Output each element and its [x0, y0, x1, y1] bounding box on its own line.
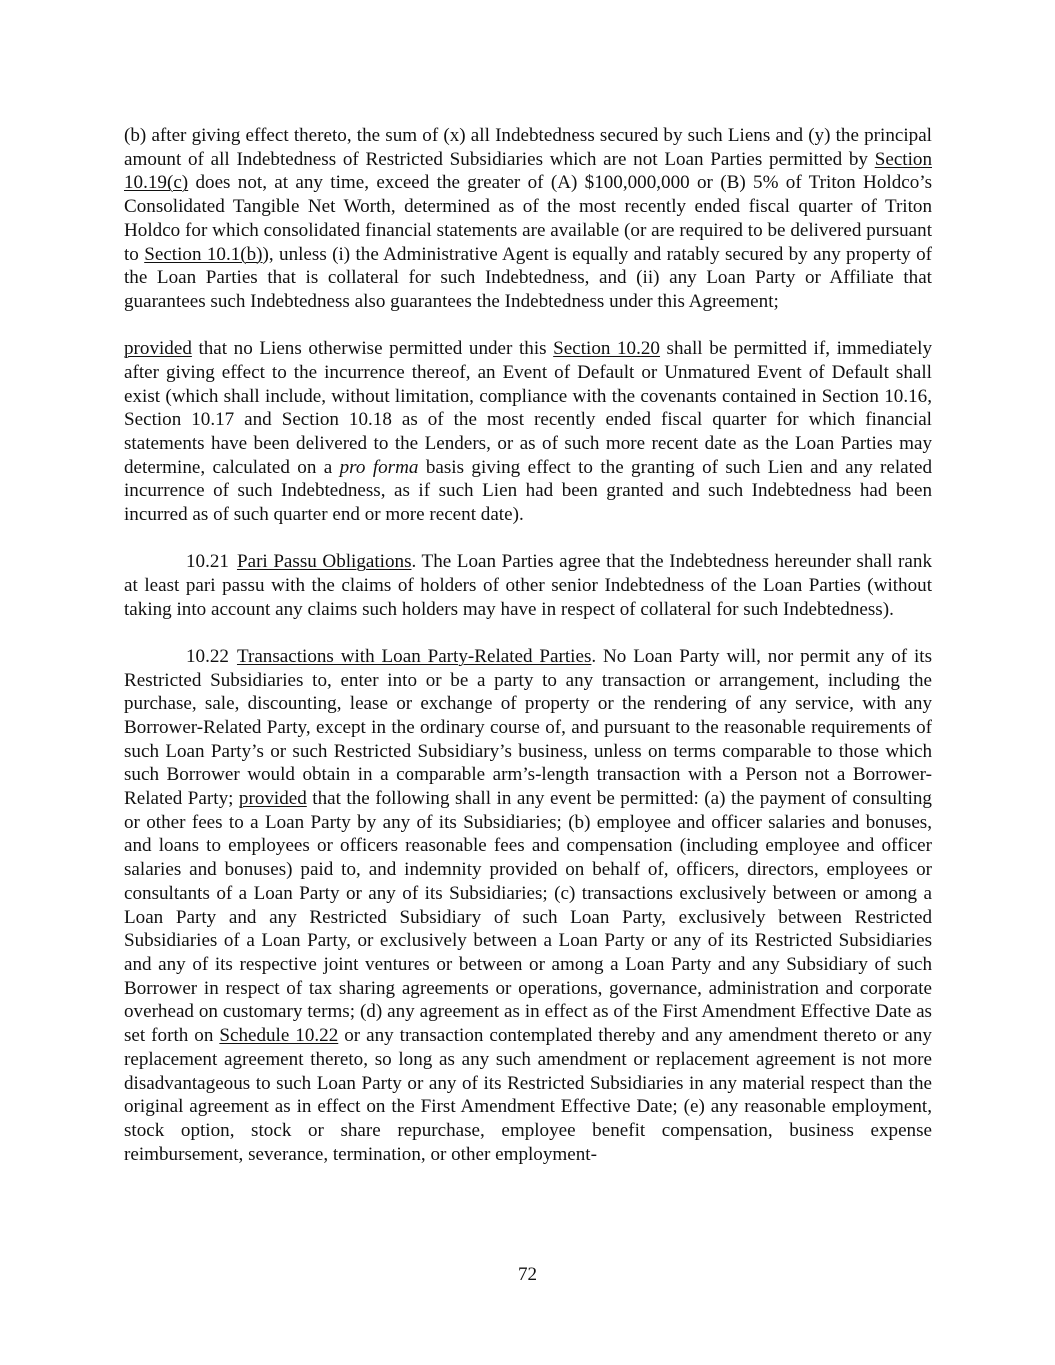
- paragraph-proviso: [124, 337, 932, 527]
- section-number: 10.22: [186, 645, 229, 667]
- text: basis giving effect to the granting of such Lien and any related incurrence of such Indebtedness, as if such Lien had been granted and such Indebtedness had been incurred as of such quarter end or more recent date).: [124, 456, 932, 526]
- schedule-reference: Schedule 10.22: [219, 1025, 339, 1047]
- text: ), unless (i) the Administrative Agent is equally and ratably secured by any property of the Loan Parties that is collateral for such Indebtedness, and (ii) any Loan Party or Affiliate that guarantees such Indebtedness also guarantees the Indebtedness under this Agreement;: [124, 243, 932, 312]
- provided-term: provided: [238, 788, 307, 810]
- provided-term: provided: [124, 338, 192, 360]
- text: or any transaction contemplated thereby and any amendment thereto or any replacement agreement thereto, so long as any such amendment or replacement agreement is not more disadvantageous to such Loan Party or any of its Restricted Subsidiaries in any material respect than the original agreement as in effect on the First Amendment Effective Date; (e) any reasonable employment, stock option, stock or share repurchase, employee benefit compensation, business expense reimbursement, severance, termination, or other employment-: [124, 1025, 932, 1165]
- page-number: 72: [517, 1264, 538, 1285]
- section-10-22: [124, 645, 932, 1166]
- section-reference: Section 10.20: [553, 338, 660, 360]
- section-heading: Pari Passu Obligations: [236, 551, 412, 573]
- section-number: 10.21: [186, 551, 229, 573]
- text: that the following shall in any event be permitted: (a) the payment of consulting or other fees to a Loan Party by any of its Subsidiaries; (b) employee and officer salaries and bonuses, and loans to employees or officers reasonable fees and compensation (including employee and officer salaries and bonuses) paid to, and indemnity provided on behalf of, officers, directors, employees or consultants of a Loan Party or any of its Subsidiaries; (c) transactions exclusively between or among a Loan Party and any Restricted Subsidiary of such Loan Party, exclusively between Restricted Subsidiaries of a Loan Party, or exclusively between a Loan Party or any of its Restricted Subsidiaries and any of its respective joint ventures or between or among a Loan Party and any Subsidiary of such Borrower in respect of tax sharing agreements or operations, governance, administration and corporate overhead on customary terms; (d) any agreement as in effect as of the First Amendment Effective Date as set forth on: [124, 788, 932, 1047]
- document-page: [124, 124, 932, 1190]
- text: does not, at any time, exceed the greater of (A) $100,000,000 or (B) 5% of Triton Holdco’s Consolidated Tangible Net Worth, determined as of the most recently ended fiscal quarter of Triton Holdco for which consolidated financial statements are available (or are required to be delivered pursuant to: [124, 172, 932, 265]
- italic-term: pro forma: [339, 456, 419, 478]
- section-reference: Section 10.1(b): [144, 243, 263, 265]
- text: shall be permitted if, immediately after giving effect to the incurrence thereof, an Event of Default or Unmatured Event of Default shall exist (which shall include, without limitation, compliance with the covenants contained in Section 10.16, Section 10.17 and Section 10.18 as of the most recently ended fiscal quarter for which financial statements have been delivered to the Lenders, or as of such more recent date as the Loan Parties may determine, calculated on a: [124, 338, 933, 478]
- section-10-21: [124, 550, 932, 621]
- text: . No Loan Party will, nor permit any of its Restricted Subsidiaries to, enter into or be a party to any transaction or arrangement, including the purchase, sale, discounting, lease or exchange of property or the rendering of any service, with any Borrower-Related Party, except in the ordinary course of, and pursuant to the reasonable requirements of such Loan Party’s or such Restricted Subsidiary’s business, unless on terms comparable to those which such Borrower would obtain in a comparable arm’s-length transaction with a Person not a Borrower-Related Party;: [124, 645, 932, 810]
- text: that no Liens otherwise permitted under this: [191, 338, 554, 360]
- text: . The Loan Parties agree that the Indebtedness hereunder shall rank at least pari passu with the claims of holders of other senior Indebtedness of the Loan Parties (without taking into account any claims such holders may have in respect of collateral for such Indebtedness).: [124, 551, 932, 620]
- paragraph-lien-clause-b: [124, 124, 932, 314]
- section-heading: Transactions with Loan Party-Related Parties: [236, 645, 592, 667]
- text: (b) after giving effect thereto, the sum of (x) all Indebtedness secured by such Liens and (y) the principal amount of all Indebtedness of Restricted Subsidiaries which are not Loan Parties permitted by: [124, 125, 932, 170]
- section-reference: Section 10.19(c): [124, 148, 932, 194]
